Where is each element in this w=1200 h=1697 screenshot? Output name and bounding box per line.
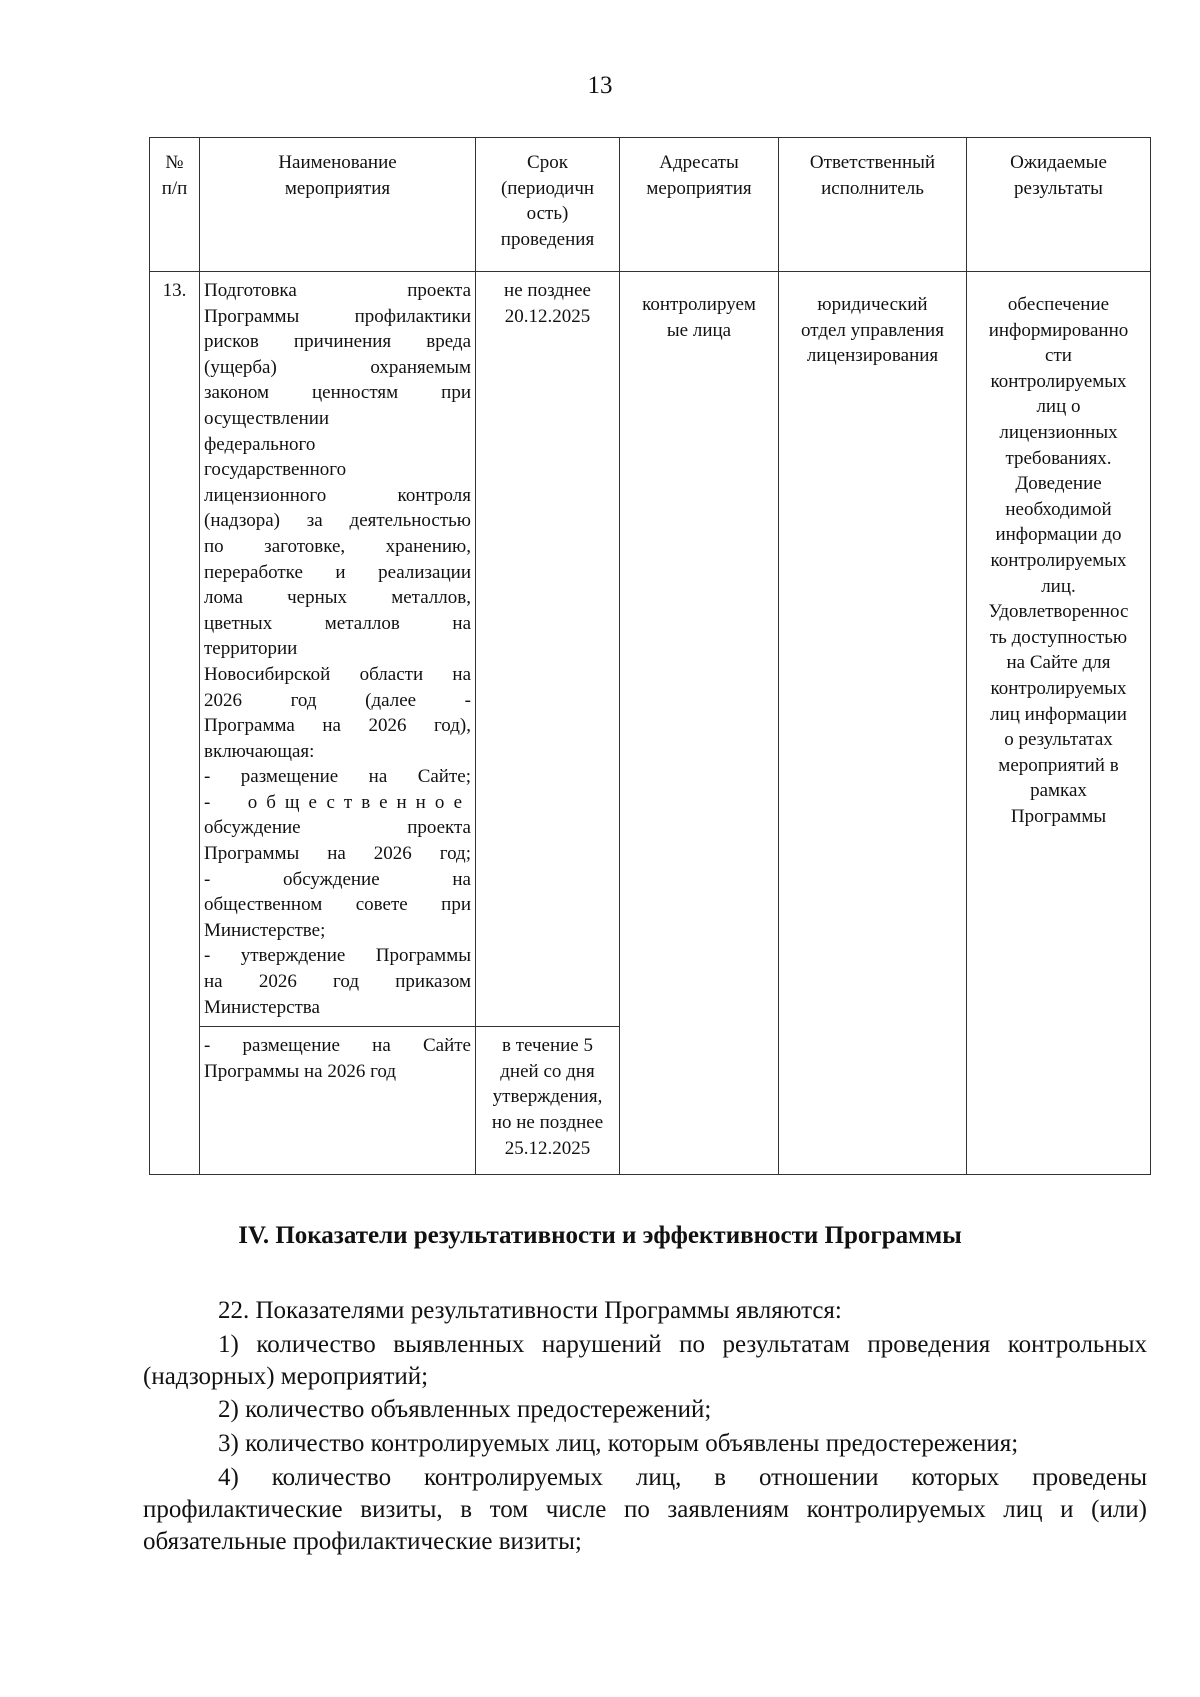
cell-text-line: - утверждение Программы — [204, 945, 471, 967]
cell-text-line: Программы на 2026 год — [204, 1060, 397, 1082]
cell-text-line: переработке и реализации — [204, 561, 471, 583]
cell-text-line: мероприятия — [284, 177, 391, 199]
table-row — [150, 272, 1151, 1027]
cell-text-line: (периодичн — [500, 177, 595, 199]
page-number: 13 — [587, 72, 613, 99]
row-term — [476, 272, 620, 1027]
cell-text-line: результаты — [1014, 177, 1103, 199]
subrow-term — [476, 1027, 620, 1175]
header-recipients — [620, 138, 779, 272]
cell-text-line: ость) — [526, 203, 569, 225]
cell-text-line: Ожидаемые — [1010, 152, 1107, 173]
cell-text-line: 2026 год (далее - — [204, 689, 471, 711]
header-term — [476, 138, 620, 272]
table-header-row — [150, 138, 1151, 272]
cell-text-line: исполнитель — [821, 177, 924, 199]
cell-text-line: 25.12.2025 — [504, 1137, 591, 1159]
cell-text-line: включающая: — [204, 740, 315, 762]
cell-text-line: Доведение — [1015, 473, 1102, 495]
cell-text-line: федерального — [204, 433, 316, 455]
row-event-name — [200, 272, 476, 1027]
cell-text-line: требованиях. — [1005, 447, 1112, 469]
cell-text-line: Новосибирской области на — [204, 663, 471, 685]
list-item-3: 3) количество контролируемых лиц, которым объявлены предостережения; — [218, 1430, 1019, 1457]
row-number: 13. — [150, 272, 200, 1175]
cell-text-line: лиц. — [1041, 575, 1076, 597]
events-table — [149, 137, 1151, 1175]
cell-text-line: Программы — [1010, 805, 1107, 827]
cell-text-line: лиц о — [1036, 396, 1081, 418]
paragraph-intro: 22. Показателями результативности Программы являются: — [218, 1297, 842, 1324]
cell-text-line: информации до — [995, 524, 1122, 546]
cell-text-line: отдел управления — [801, 319, 944, 341]
cell-text-line: не позднее — [504, 280, 591, 301]
cell-text-line: мероприятий в — [998, 754, 1119, 776]
cell-text-line: - общественное — [204, 791, 471, 813]
cell-text-line: лицензионного контроля — [204, 484, 471, 506]
cell-text-line: обсуждение проекта — [204, 817, 471, 839]
cell-text-line: осуществлении — [204, 407, 330, 429]
cell-text-line: контролируемых — [990, 677, 1127, 699]
cell-text-line: о результатах — [1004, 729, 1113, 751]
cell-text-line: по заготовке, хранению, — [204, 535, 471, 557]
cell-text-line: территории — [204, 638, 298, 660]
cell-text-line: п/п — [161, 177, 188, 199]
cell-text-line: Ответственный — [809, 152, 936, 173]
cell-text-line: утверждения, — [492, 1086, 603, 1108]
subrow-event-name — [200, 1027, 476, 1175]
cell-text-line: - размещение на Сайте; — [204, 766, 471, 788]
cell-text-line: необходимой — [1005, 498, 1112, 520]
cell-text-line: лицензирования — [806, 345, 939, 367]
cell-text-line: проведения — [500, 228, 595, 250]
cell-text-line: цветных металлов на — [204, 612, 471, 634]
cell-text-line: Министерства — [204, 996, 320, 1018]
row-recipients — [620, 272, 779, 1175]
cell-text-line: 20.12.2025 — [504, 305, 591, 327]
cell-text-line: рисков причинения вреда — [204, 331, 471, 353]
cell-text-line: Программы профилактики — [204, 305, 471, 327]
cell-text-line: контролируемых — [990, 549, 1127, 571]
cell-text-line: контролируем — [642, 294, 756, 315]
cell-text-line: государственного — [204, 459, 347, 481]
cell-text-line: лицензионных — [999, 421, 1118, 443]
cell-text-line: ые лица — [666, 319, 732, 341]
header-results — [967, 138, 1151, 272]
section-title: IV. Показатели результативности и эффективности Программы — [238, 1222, 962, 1249]
cell-text-line: Программы на 2026 год; — [204, 843, 471, 865]
row-results — [967, 272, 1151, 1175]
cell-text-line: ть доступностью — [989, 626, 1128, 648]
cell-text-line: контролируемых — [990, 370, 1127, 392]
cell-text-line: Наименование — [278, 152, 397, 173]
cell-text-line: Удовлетвореннос — [988, 601, 1129, 623]
cell-text-line: (ущерба) охраняемым — [204, 356, 471, 378]
cell-text-line: информированно — [988, 319, 1129, 341]
cell-text-line: Министерстве; — [204, 919, 326, 941]
cell-text-line: сти — [1045, 345, 1072, 367]
list-item-2: 2) количество объявленных предостережений; — [218, 1396, 712, 1423]
list-item-1: 1) количество выявленных нарушений по результатам проведения контрольных (надзорных) мероприятий; — [143, 1331, 1147, 1390]
header-responsible — [779, 138, 967, 272]
cell-text-line: Подготовка проекта — [204, 280, 471, 301]
cell-text-line: Адресаты — [659, 152, 739, 173]
cell-text-line: (надзора) за деятельностью — [204, 510, 471, 532]
cell-text-line: обеспечение — [1007, 294, 1110, 315]
header-num — [150, 138, 200, 272]
cell-text-line: на Сайте для — [1006, 652, 1111, 674]
cell-text-line: рамках — [1030, 780, 1087, 802]
cell-text-line: общественном совете при — [204, 894, 471, 916]
cell-text-line: в течение 5 — [502, 1035, 593, 1057]
header-name — [200, 138, 476, 272]
cell-text-line: юридический — [817, 294, 928, 315]
cell-text-line: лома черных металлов, — [204, 587, 471, 609]
cell-text-line: - размещение на Сайте — [204, 1035, 471, 1057]
cell-text-line: мероприятия — [646, 177, 752, 199]
list-item-4: 4) количество контролируемых лиц, в отношении которых проведены профилактические визиты, в том числе по заявлениям контролируемых лиц и (или) обязательные профилактические визиты; — [143, 1464, 1147, 1555]
cell-text-line: № — [165, 152, 184, 173]
row-responsible — [779, 272, 967, 1175]
cell-text-line: на 2026 год приказом — [204, 971, 471, 993]
cell-text-line: Срок — [527, 152, 568, 173]
cell-text-line: дней со дня — [500, 1060, 595, 1082]
cell-text-line: законом ценностям при — [204, 382, 471, 404]
cell-text-line: Программа на 2026 год), — [204, 715, 471, 737]
cell-text-line: лиц информации — [990, 703, 1127, 725]
cell-text-line: - обсуждение на — [204, 868, 471, 890]
cell-text-line: но не позднее — [491, 1112, 604, 1133]
